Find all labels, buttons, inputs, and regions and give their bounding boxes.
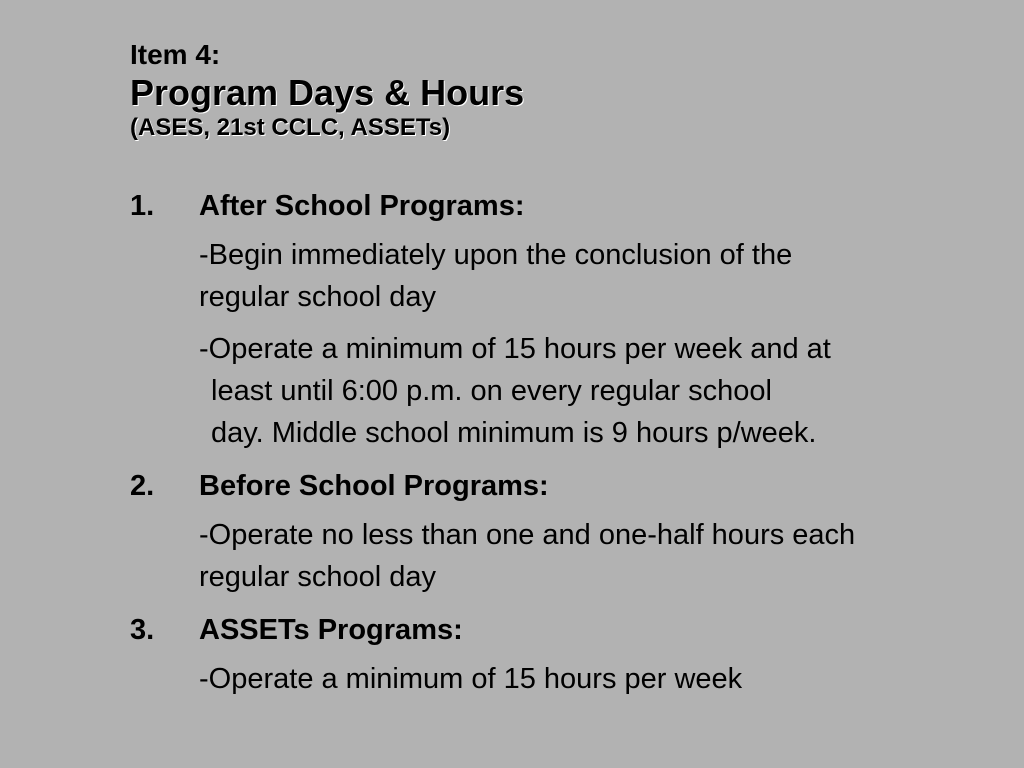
paragraph-operate-minimum [199,328,1010,454]
section-assets [130,612,1010,648]
section-number: 3. [130,614,155,646]
slide-title [130,38,990,142]
section-after-school [130,188,1010,224]
paragraph-line: day. Middle school minimum is 9 hours p/week. [211,417,817,449]
paragraph-line: regular school day [199,561,436,593]
paragraph-line: -Operate no less than one and one-half hours each [199,519,856,551]
paragraph-line: -Operate a minimum of 15 hours per week [199,663,743,695]
paragraph-line: regular school day [199,281,436,313]
section-number: 1. [130,190,155,222]
section-heading: ASSETs Programs: [199,614,463,646]
title-item-number: Item 4: [130,39,221,70]
paragraph-line: -Begin immediately upon the conclusion of the [199,239,793,271]
title-heading: Program Days & Hours [130,72,525,113]
paragraph-assets-minimum [199,658,1010,700]
section-heading: Before School Programs: [199,470,549,502]
section-heading: After School Programs: [199,190,525,222]
title-subheading: (ASES, 21st CCLC, ASSETs) [130,114,451,141]
section-before-school [130,468,1010,504]
section-number: 2. [130,470,155,502]
slide-content [130,188,1010,700]
paragraph-line: -Operate a minimum of 15 hours per week and at [199,333,831,365]
paragraph-operate-no-less [199,514,1010,598]
paragraph-line: least until 6:00 p.m. on every regular school [211,375,772,407]
paragraph-begin-immediately [199,234,1010,318]
